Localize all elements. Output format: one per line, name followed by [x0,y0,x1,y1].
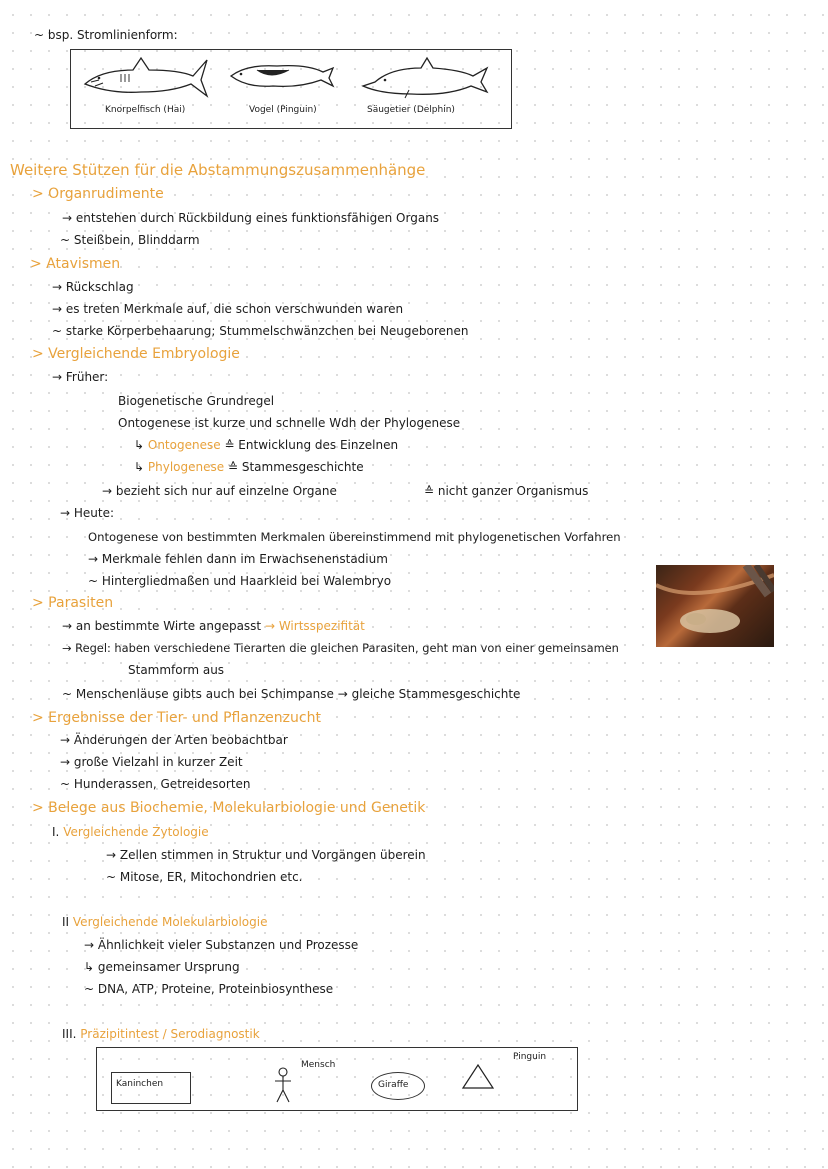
giraffe-label: Giraffe [378,1080,409,1090]
intro-text: ~ bsp. Stromlinienform: [34,28,178,42]
molekular-line-1: → Ähnlichkeit vieler Substanzen und Prozesse [84,938,359,952]
parasiten-line-2b: Stammform aus [128,663,225,677]
zucht-line-3: ~ Hunderassen, Getreidesorten [60,777,251,791]
parasiten-line-1a: → an bestimmte Wirte angepasst [62,619,262,633]
molekular-heading [62,915,267,929]
pinguin-triangle [461,1062,495,1092]
embryologie-title: > Vergleichende Embryologie [32,346,240,362]
giraffe-ellipse [371,1072,425,1100]
praezipitin-number: III. [62,1027,77,1041]
atavismen-title: > Atavismen [30,256,121,272]
mensch-figure [273,1066,297,1106]
molekular-number: II [62,915,70,929]
animal-label-dolphin: Säugetier (Delphin) [367,105,455,115]
animal-label-shark: Knorpelfisch (Hai) [105,105,186,115]
frueher-label: → Früher: [52,370,109,384]
praezipitin-title: Präzipitintest / Serodiagnostik [80,1027,260,1041]
belege-title: > Belege aus Biochemie, Molekularbiologie und Genetik [32,800,426,816]
phylogenese-def: ↳ Phylogenese ≙ Stammesgeschichte [134,460,364,474]
parasiten-line-1 [62,619,365,633]
phylogenese-definition: ≙ Stammesgeschichte [227,460,364,474]
bezieht-text: → bezieht sich nur auf einzelne Organe [102,484,337,498]
ontogenese-text: Ontogenese ist kurze und schnelle Wdh der Phylogenese [118,416,461,430]
zytologie-heading [52,825,209,839]
zucht-line-2: → große Vielzahl in kurzer Zeit [60,755,243,769]
parasiten-line-2: → Regel: haben verschiedene Tierarten die gleichen Parasiten, geht man von einer gemeinsamen [62,641,619,655]
heute-line-2: → Merkmale fehlen dann im Erwachsenenstadium [88,552,388,566]
wirtsspezifitaet: → Wirtsspezifität [264,619,365,633]
zytologie-line-1: → Zellen stimmen in Struktur und Vorgängen überein [106,848,426,862]
molekular-title: Vergleichende Molekularbiologie [72,915,268,929]
grundregel-text: Biogenetische Grundregel [118,394,275,408]
zucht-line-1: → Änderungen der Arten beobachtbar [60,733,288,747]
parasiten-title: > Parasiten [32,595,114,611]
zytologie-number: I. [52,825,60,839]
zytologie-line-2: ~ Mitose, ER, Mitochondrien etc. [106,870,303,884]
zucht-title: > Ergebnisse der Tier- und Pflanzenzucht [32,710,321,726]
parasiten-line-3: ~ Menschenläuse gibts auch bei Schimpanse → gleiche Stammesgeschichte [62,687,521,701]
pinguin-label: Pinguin [513,1052,547,1062]
animal-label-penguin: Vogel (Pinguin) [249,105,317,115]
atav-line-3: ~ starke Körperbehaarung; Stummelschwänzchen bei Neugeborenen [52,324,469,338]
shark-drawing [81,56,211,100]
heute-line-1: Ontogenese von bestimmten Merkmalen übereinstimmend mit phylogenetischen Vorfahren [88,530,621,544]
atav-line-2: → es treten Merkmale auf, die schon verschwunden waren [52,302,404,316]
kaninchen-label: Kaninchen [116,1079,164,1089]
nicht-text: ≙ nicht ganzer Organismus [424,484,589,498]
ontogenese-term: Ontogenese [147,438,221,452]
section-heading: Weitere Stützen für die Abstammungszusammenhänge [10,161,426,179]
ontogenese-definition: ≙ Entwicklung des Einzelnen [224,438,399,452]
organ-line-1: → entstehen durch Rückbildung eines funktionsfähigen Organs [62,211,440,225]
organrudimente-title: > Organrudimente [32,186,164,202]
ontogenese-def: ↳ Ontogenese ≙ Entwicklung des Einzelnen [134,438,399,452]
molekular-line-2: ↳ gemeinsamer Ursprung [84,960,240,974]
whale-embryo-photo [656,565,774,647]
organ-line-2: ~ Steißbein, Blinddarm [60,233,200,247]
animal-figure-box [70,49,512,129]
heute-label: → Heute: [60,506,115,520]
phylogenese-term: Phylogenese [147,460,225,474]
kaninchen-box [111,1072,191,1104]
praezipitin-diagram [96,1047,578,1111]
zytologie-title: Vergleichende Zytologie [63,825,209,839]
praezipitin-heading [62,1027,260,1041]
penguin-drawing [227,60,337,90]
atav-line-1: → Rückschlag [52,280,134,294]
molekular-line-3: ~ DNA, ATP, Proteine, Proteinbiosynthese [84,982,334,996]
dolphin-drawing [361,56,491,100]
heute-line-3: ~ Hintergliedmaßen und Haarkleid bei Walembryo [88,574,392,588]
mensch-label: Mensch [301,1060,336,1070]
